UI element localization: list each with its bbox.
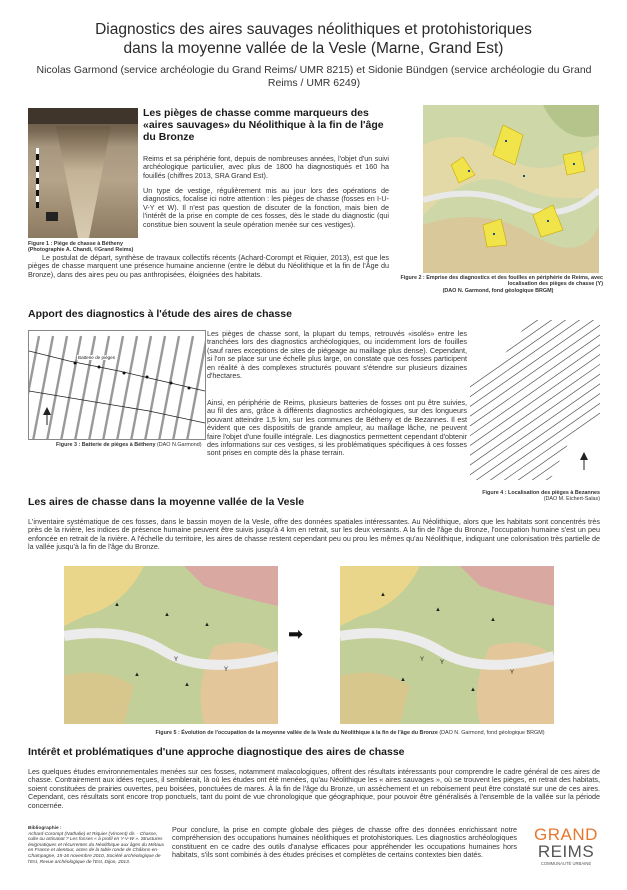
authors-line-2: Reims / UMR 6249) — [267, 77, 361, 89]
figure-3-credit: (DAO N.Garmond) — [156, 442, 202, 448]
arrow-right-icon: ➡ — [288, 624, 304, 644]
figure-2-caption — [393, 275, 603, 294]
authors-line-1: Nicolas Garmond (service archéologie du Grand Reims/ UMR 8215) et Sidonie Bündgen (service archéologie du Grand — [36, 64, 592, 76]
svg-text:Y: Y — [420, 657, 425, 663]
section-1-paragraph-3: Le postulat de départ, synthèse de travaux collectifs récents (Achard-Corompt et Riquier, 2013), est que les pièges de chasse marquent une présence humaine ancienne (entre le début du Néolithique et la fin de l'Âge du Bronze), dans des aires peu ou pas anthropisées, éloignées des habitats. — [28, 253, 389, 279]
section-1-heading-line-2: «aires sauvages» du Néolithique à la fin de l'âge — [143, 119, 384, 131]
section-4-paragraph-2: Pour conclure, la prise en compte globale des pièges de chasse offre des données enrichissant notre compréhension des occupations humaines néolithiques et protohistoriques. Les diagnostics archéologiques constituent en ce cadre des outils d'analyse efficaces pour appréhender les occupations humaines hors habitats, s'ils sont combinés à des études précises et complètes de certains contextes bien datés. — [172, 825, 517, 860]
svg-text:Y: Y — [440, 660, 445, 666]
section-1-heading — [143, 107, 388, 143]
logo-tagline: COMMUNAUTÉ URBAINE — [540, 861, 592, 866]
section-1-paragraph-1: Reims et sa périphérie font, depuis de nombreuses années, l'objet d'un suivi archéologique particulier, avec plus de 1800 ha diagnostiqués et 160 ha fouillés (chiffres 2013, SRA Grand Est). — [143, 154, 389, 180]
figure-5-caption — [100, 730, 600, 736]
svg-text:▲: ▲ — [380, 592, 386, 598]
figure-3-caption — [56, 442, 226, 448]
svg-text:Y: Y — [224, 667, 229, 673]
figure-4-credit: (DAO M. Eichert-Salas) — [543, 496, 600, 503]
figure-5-title: Figure 5 : Évolution de l'occupation de la moyenne vallée de la Vesle du Néolithique à la fin de l'âge du Bronze — [155, 730, 438, 736]
bibliography — [28, 826, 168, 865]
svg-text:▲: ▲ — [204, 622, 210, 628]
figure-5-map-neolithic — [64, 566, 278, 724]
figure-2-title: Figure 2 : Emprise des diagnostics et des fouilles en périphérie de Reims, avec localisation des pièges de chasse (Y) — [400, 275, 603, 288]
title-line-2: dans la moyenne vallée de la Vesle (Marne, Grand Est) — [123, 40, 504, 57]
svg-text:▲: ▲ — [400, 677, 406, 683]
section-3-paragraph-1: L'inventaire systématique de ces fosses, dans le bassin moyen de la Vesle, offre des données spatiales intéressantes. Au Néolithique, alors que les habitats sont concentrés très près de la rivière, les indices de présence humaine peuvent être suivis jusqu'à 4 km en retrait, sur les deux versants. A la fin de l'âge du Bronze, l'occupation humaine s'est un peu enfoncée en retrait de la rivière. A l'échelle du territoire, les aires de chasse restent cependant peu ou prou les mêmes qu'au Néolithique, indiquant une colonisation très partielle de la vallée jusqu'à la fin de l'âge du Bronze. — [28, 517, 600, 552]
svg-text:▲: ▲ — [164, 612, 170, 618]
figure-3-diagram — [28, 330, 206, 440]
bibliography-text: Achard-Corompt (Nathalie) et Riquier (Vincent) dir. - Chasse, culte ou artisanat ? Les fosses « à profil en Y-V-W ». Structures énigmatiques et récurrentes du Néolithique aux âges du Métaux en France et alentour, actes de la table ronde de Châlons-en-Champagne, 15-16 novembre 2010, Société archéologique de l'Est, Revue archéologique de l'Est, Dijon, 2013. — [28, 831, 164, 865]
svg-text:▲: ▲ — [114, 602, 120, 608]
figure-2-credit: (DAO N. Garmond, fond géologique BRGM) — [442, 287, 554, 294]
figure-5-credit: (DAO N. Garmond, fond géologique BRGM) — [439, 730, 545, 736]
figure-2-map — [423, 105, 599, 273]
svg-text:▲: ▲ — [470, 687, 476, 693]
figure-4-caption — [474, 490, 600, 503]
figure-3-map-label: Batterie de pièges — [78, 355, 116, 360]
poster-title — [0, 20, 627, 58]
logo-line-2: REIMS — [537, 842, 595, 861]
section-2-paragraph-2: Ainsi, en périphérie de Reims, plusieurs batteries de fosses ont pu être suivies, au fil des ans, grâce à différents diagnostics archéologiques, sur des longueurs pouvant atteindre 1,5 km, sur les communes de Bétheny et de Bezannes. Il est évident que ces dispositifs de grande ampleur, au maillage lâche, ne peuvent faire l'objet d'une fouille intégrale. Les diagnostics permettent cependant d'obtenir des informations sur ces vestiges, si les problématiques spécifiques à ces fosses sont prises en compte dès la phase terrain. — [207, 398, 467, 458]
section-4-heading: Intérêt et problématiques d'une approche diagnostique des aires de chasse — [28, 746, 405, 758]
figure-1-photo — [28, 108, 138, 238]
figure-5-map-bronze-age — [340, 566, 554, 724]
svg-text:▲: ▲ — [490, 617, 496, 623]
svg-text:Y: Y — [174, 657, 179, 663]
figure-1-caption — [28, 241, 140, 254]
svg-text:▲: ▲ — [134, 672, 140, 678]
section-1-heading-line-3: du Bronze — [143, 131, 195, 143]
figure-4-title: Figure 4 : Localisation des pièges à Bezannes — [482, 490, 600, 496]
bibliography-heading: Bibliographie : — [28, 826, 62, 831]
section-4-paragraph-1: Les quelques études environnementales menées sur ces fosses, notamment malacologiques, offrent des résultats intéressants pour comprendre le cadre général de ces aires de chasse. Contrairement aux idées reçues, il semblerait, là où les études ont été menées, qu'au Néolithique les « aires sauvages », où se trouvent les pièges, en retrait des habitats, soient constituées de prairies ouvertes, peu boisées, ponctuées de mares. À la fin de l'âge du Bronze, un assèchement et un reboisement peut être constaté sur une de ces aires. Cependant, ces résultats sont encore trop ponctuels, tant du point de vue chronologique que géographique, pour pouvoir être généralisés à l'ensemble de la vallée sur la période concernée. — [28, 767, 600, 810]
figure-3-title: Figure 3 : Batterie de pièges à Bétheny — [56, 442, 156, 448]
figure-1-title: Figure 1 : Piège de chasse à Bétheny — [28, 241, 123, 247]
section-1-paragraph-2: Un type de vestige, régulièrement mis au jour lors des opérations de diagnostics, focalise ici notre attention : les pièges de chasse (fosses en I-U-V-Y et W). Il n'est pas question de discuter de la fonction, mais bien de l'intérêt de la prise en compte de ces fosses, dès le stade du diagnostic (qui constitue bien souvent la seule opération menée sur ces vestiges). — [143, 186, 389, 229]
section-1-heading-line-1: Les pièges de chasse comme marqueurs des — [143, 107, 369, 119]
section-2-paragraph-1: Les pièges de chasse sont, la plupart du temps, retrouvés «isolés» entre les tranchées lors des diagnostics archéologiques, ou incidemment lors de fouilles (sauf rares exceptions de sites de piégeage au maillage plus dense). Cependant, si l'on se place sur une échelle plus large, on constate que ces fosses participent en réalité à des complexes structurés pouvant s'étendre sur plusieurs dizaines d'hectares. — [207, 329, 467, 381]
figure-1-credit: (Photographie A. Chandi, ©Grand Reims) — [28, 247, 134, 254]
logo-line-1: GRAND — [534, 825, 598, 844]
grand-reims-logo — [526, 826, 606, 866]
authors — [18, 64, 610, 90]
svg-text:▲: ▲ — [184, 682, 190, 688]
figure-4-map — [470, 320, 600, 480]
title-line-1: Diagnostics des aires sauvages néolithiques et protohistoriques — [95, 21, 532, 38]
section-3-heading: Les aires de chasse dans la moyenne vallée de la Vesle — [28, 496, 305, 508]
section-2-heading: Apport des diagnostics à l'étude des aires de chasse — [28, 308, 292, 320]
svg-text:Y: Y — [510, 670, 515, 676]
svg-text:▲: ▲ — [435, 607, 441, 613]
